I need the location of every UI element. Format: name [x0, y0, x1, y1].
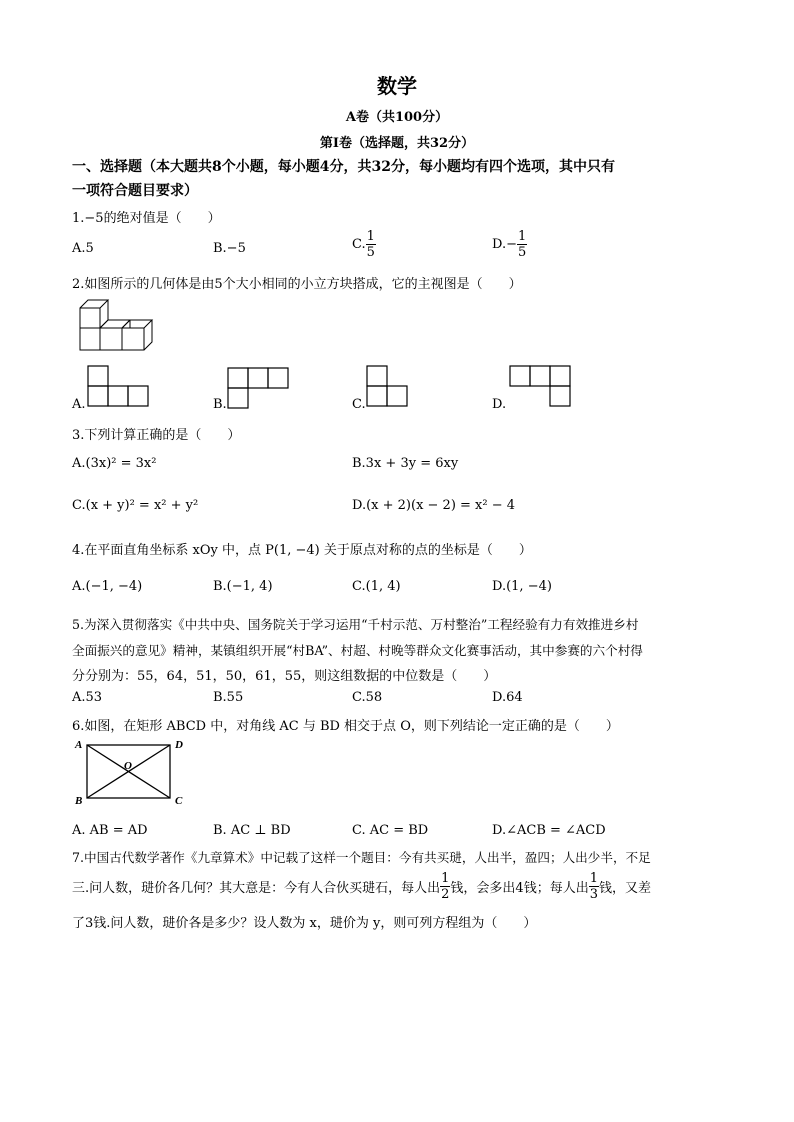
q1-option-b: B.−5 — [213, 241, 246, 256]
q2-stem: 2.如图所示的几何体是由5个大小相同的小立方块搭成，它的主视图是（ ） — [72, 277, 522, 292]
q1-option-a: A.5 — [72, 241, 94, 256]
q7-fraction-third — [589, 871, 599, 902]
q1-stem: 1.−5的绝对值是（ ） — [72, 211, 221, 226]
q5-option-d: D.64 — [492, 690, 523, 705]
q6-vertex-b: B — [75, 795, 83, 807]
q7-stem-line1: 7.中国古代数学著作《九章算术》中记载了这样一个题目：今有共买琎，人出半，盈四；人出少半，不足 — [72, 850, 651, 865]
q7-stem-line3: 了3钱.问人数，琎价各是多少？设人数为 x，琎价为 y，则可列方程组为（ ） — [72, 916, 537, 931]
paper-subtitle: A卷（共100分） — [345, 110, 449, 125]
q5-stem-line1: 5.为深入贯彻落实《中共中央、国务院关于学习运用“千村示范、万村整治”工程经验有力有效推进乡村 — [72, 617, 639, 632]
q1-option-c-prefix: C. — [352, 237, 366, 252]
fraction-numerator: 1 — [517, 229, 527, 244]
q7-stem-line2 — [72, 871, 651, 902]
q2-option-c-label: C. — [352, 397, 366, 412]
q1-option-d-prefix: D.− — [492, 237, 517, 252]
fraction-denominator: 3 — [589, 887, 598, 902]
q7-line2-part2: 钱，会多出4钱；每人出 — [450, 881, 589, 896]
fraction-denominator: 5 — [517, 245, 527, 260]
fraction-numerator: 1 — [589, 871, 598, 886]
q6-option-b: B. AC ⊥ BD — [213, 823, 291, 838]
q2-option-d-label: D. — [492, 397, 507, 412]
q7-line2-part3: 钱，又差 — [598, 881, 651, 896]
fraction-denominator: 5 — [366, 245, 375, 260]
q6-option-a: A. AB = AD — [72, 823, 148, 838]
q6-center-o: O — [124, 760, 132, 772]
q3-option-b: B.3x + 3y = 6xy — [352, 456, 459, 471]
q6-vertex-c: C — [175, 795, 183, 807]
q6-option-c: C. AC = BD — [352, 823, 429, 838]
q4-option-d: D.(1, −4) — [492, 579, 552, 594]
fraction-numerator: 1 — [366, 229, 375, 244]
section-heading-line1: 一、选择题（本大题共8个小题，每小题4分，共32分，每小题均有四个选项，其中只有 — [72, 159, 615, 175]
q4-option-b: B.(−1, 4) — [213, 579, 273, 594]
q7-fraction-half — [440, 871, 450, 902]
q5-stem-line2: 全面振兴的意见》精神，某镇组织开展“村BA”、村超、村晚等群众文化赛事活动，其中参赛的六个村得 — [72, 643, 643, 658]
q5-option-b: B.55 — [213, 690, 244, 705]
q6-option-d: D.∠ACB = ∠ACD — [492, 823, 606, 838]
q2-option-b-label: B. — [213, 397, 227, 412]
fraction-numerator: 1 — [441, 871, 450, 886]
q3-stem: 3.下列计算正确的是（ ） — [72, 428, 241, 443]
q6-vertex-a: A — [75, 739, 83, 751]
q5-stem-line3: 分分别为：55，64，51，50，61，55，则这组数据的中位数是（ ） — [72, 669, 497, 684]
q4-stem: 4.在平面直角坐标系 xOy 中，点 P(1, −4) 关于原点对称的点的坐标是（ ） — [72, 543, 532, 558]
page-title: 数学 — [377, 74, 417, 98]
q4-option-a: A.(−1, −4) — [72, 579, 143, 594]
q4-option-c: C.(1, 4) — [352, 579, 401, 594]
q6-vertex-d: D — [175, 739, 183, 751]
q3-option-c: C.(x + y)² = x² + y² — [72, 498, 199, 513]
q3-option-d: D.(x + 2)(x − 2) = x² − 4 — [352, 498, 516, 513]
q2-option-a-label: A. — [72, 397, 86, 412]
fraction-denominator: 2 — [441, 887, 450, 902]
q5-option-c: C.58 — [352, 690, 383, 705]
q6-stem: 6.如图，在矩形 ABCD 中，对角线 AC 与 BD 相交于点 O，则下列结论一定正确的是（ ） — [72, 719, 619, 734]
q5-option-a: A.53 — [72, 690, 103, 705]
q3-option-a: A.(3x)² = 3x² — [72, 456, 157, 471]
q7-line2-part1: 三.问人数，琎价各几何？其大意是：今有人合伙买琎石，每人出 — [72, 881, 441, 896]
part-title: 第Ⅰ卷（选择题，共32分） — [319, 136, 475, 151]
section-heading-line2: 一项符合题目要求） — [72, 183, 198, 199]
